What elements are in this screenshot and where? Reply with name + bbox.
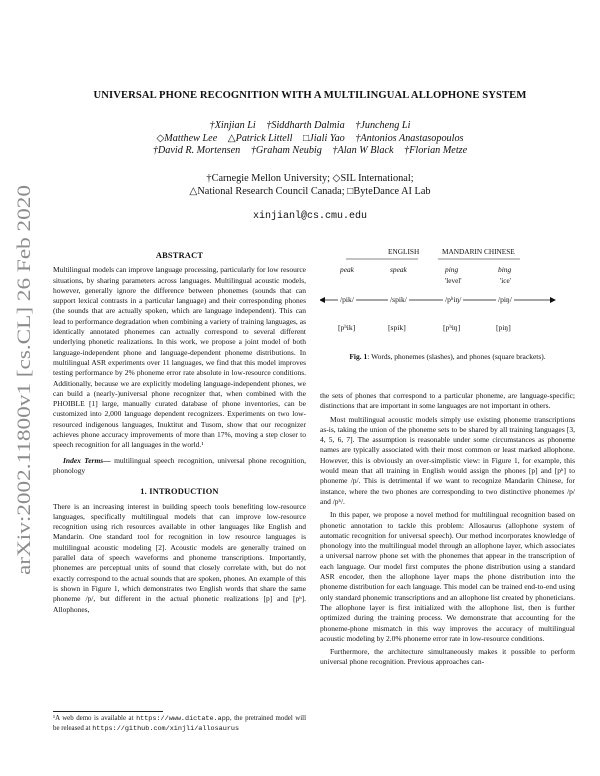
- paragraph: Most multilingual acoustic models simply use existing phoneme transcriptions as-is, taking the union of the phoneme sets to be shared by all training languages [3, 4, 5, 6, 7]. The assumption is reasonable under some circumstances as phoneme names are typically associated with their most common or least marked allophone. However, this is obviously an over-simplistic view: in Figure 1, for example, this would mean that all training in English would assign the phones [p] and [pʰ] to phoneme /p/. This is detrimental if we want to recognize Mandarin Chinese, for instance, where the two phones are corresponding to two distinctive phonemes /p/ and /pʰ/.: [320, 414, 575, 506]
- affiliation-line-2: △National Research Council Canada; □ByteDance AI Lab: [189, 186, 431, 197]
- paragraph: Furthermore, the architecture simultaneously makes it possible to perform universal phone recognition. Previous approaches can-: [320, 647, 575, 667]
- index-terms-label: Index Terms—: [63, 455, 111, 465]
- arrow-head: [550, 297, 556, 303]
- abstract-text: Multilingual models can improve language processing, particularly for low resource situations, by sharing parameters across languages. Multilingual acoustic models, however, generally ignore the difference between phonemes (sounds that can support lexical contrasts in a particular language) and their corresponding phones (the sounds that are actually spoken, which are language independent). This can lead to performance degradation when combining a variety of training languages, as identically annotated phonemes can actually correspond to several different underlying phonetic realizations. In this work, we propose a joint model of both language-independent phone and language-dependent phoneme distributions. In multilingual ASR experiments over 11 languages, we find that this model improves testing performance by 2% phoneme error rate absolute in low-resource conditions. Additionally, because we are explicitly modeling language-independent phones, we can build a (nearly-)universal phone recognizer that, when combined with the PHOIBLE [1] large, manually curated database of phone inventories, can be customized into 2,000 language dependent recognizers. Experiments on two low-resourced indigenous languages, Inuktitut and Tusom, show that our recognizer achieves phone accuracy improvements of more than 17%, moving a step closer to speech recognition for all languages in the world.¹: [53, 265, 306, 450]
- figure-caption-text: : Words, phonemes (slashes), and phones (square brackets).: [367, 352, 546, 361]
- introduction-heading: 1. INTRODUCTION: [140, 487, 219, 497]
- figure-lang-english: ENGLISH: [388, 247, 420, 256]
- author-list: [40, 120, 580, 158]
- paper-title: UNIVERSAL PHONE RECOGNITION WITH A MULTILINGUAL ALLOPHONE SYSTEM: [93, 90, 527, 101]
- author: □Jiali Yao: [303, 132, 345, 144]
- author: †Siddharth Dalmia: [266, 120, 345, 131]
- paragraph: the sets of phones that correspond to a particular phoneme, are language-specific; distinctions that are important in some languages are not important in others.: [320, 391, 575, 411]
- abstract-heading: ABSTRACT: [155, 251, 204, 260]
- footnote-text-b: , the pretrained model will be released at: [53, 715, 306, 732]
- author: †Graham Neubig: [250, 145, 322, 157]
- index-terms-text: multilingual speech recognition, universal phone recognition, phonology: [53, 455, 306, 475]
- right-column: [320, 391, 575, 668]
- figure-phone: [pʰiŋ]: [443, 323, 461, 332]
- figure-phoneme: /pʰiŋ/: [445, 295, 462, 304]
- figure-word: peak: [340, 265, 354, 274]
- author: †Juncheng Li: [355, 120, 411, 131]
- footnote-text-a: ¹A web demo is available at: [53, 715, 137, 722]
- author: †Xinjian Li: [209, 120, 256, 131]
- demo-link[interactable]: https://www.dictate.app: [136, 715, 230, 723]
- author: †David R. Mortensen: [152, 145, 241, 157]
- figure-phone: [spik]: [388, 323, 406, 332]
- arxiv-stamp: [8, 180, 38, 580]
- figure-phoneme: /piŋ/: [498, 295, 512, 304]
- figure-word: bing: [498, 265, 512, 274]
- author: △Patrick Littell: [227, 132, 293, 144]
- figure-word: ping: [445, 265, 459, 274]
- arxiv-stamp-text: arXiv:2002.11800v1 [cs.CL] 26 Feb 2020: [14, 255, 35, 575]
- figure-phone: [pʰik]: [338, 323, 356, 332]
- introduction-text: There is an increasing interest in building speech tools benefiting low-resource languages, specifically multilingual models that can improve low-resource recognition using rich resources available in other languages like English and Mandarin. One standard tool for recognition in low resource languages is multilingual acoustic modeling [2]. Acoustic models are generally trained on parallel data of speech waveforms and phoneme transcriptions. Importantly, phonemes are perceptual units of sound that closely correlate with, but do not exactly correspond to the actual sounds that are spoken, phones. An example of this is shown in Figure 1, which demonstrates two English words that share the same phoneme /p/, but different in the actual phonetic realizations [p] and [pʰ]. Allophones,: [53, 501, 306, 614]
- figure-gloss: 'level': [445, 277, 462, 285]
- index-terms: [53, 456, 306, 477]
- figure-lang-mandarin: MANDARIN CHINESE: [442, 247, 515, 256]
- contact-email[interactable]: xinjianl@cs.cmu.edu: [252, 211, 368, 222]
- figure-phoneme: /spik/: [390, 295, 407, 304]
- footnote: [53, 711, 306, 734]
- author-line-2: [40, 133, 580, 146]
- affiliation-line-1: †Carnegie Mellon University; ◇SIL International;: [206, 173, 414, 184]
- author: †Alan W Black: [332, 145, 394, 157]
- figure-phoneme: /pik/: [340, 295, 354, 304]
- figure-gloss: 'ice': [500, 277, 511, 285]
- figure-phone: [piŋ]: [496, 323, 511, 332]
- paragraph: In this paper, we propose a novel method for multilingual recognition based on phonetic annotation to tackle this problem: Allosaurus (allophone system of automatic recognition for universal speech). Our method incorporates knowledge of phonology into the multilingual model through an allophone layer, which associates a universal narrow phone set with the phonemes that appear in the transcription of each language. Our model first computes the phone distribution using a standard ASR encoder, then the allophone layer maps the phone distribution into the phoneme distribution for each language. This model can be trained end-to-end using only standard phonemic transcriptions and an allophone list created by phoneticians. The allophone layer is first initialized with the allophone list, then is further optimized during the training process. We demonstrate that accounting for the phoneme-phone mismatch in this way improves the accuracy of multilingual acoustic modeling by 2.0% phoneme error rate in low-resource conditions.: [320, 510, 575, 643]
- left-column: [53, 251, 306, 615]
- figure-caption: [320, 352, 575, 361]
- author: †Antonios Anastasopoulos: [355, 132, 464, 144]
- affiliations: [40, 172, 580, 198]
- github-link[interactable]: https://github.com/xinjli/allosaurus: [92, 725, 240, 733]
- author: †Florian Metze: [404, 145, 468, 157]
- figure-caption-label: Fig. 1: [349, 352, 368, 361]
- figure-word: speak: [390, 265, 407, 274]
- arrow-tail: [320, 297, 325, 303]
- author-line-1: [40, 120, 580, 133]
- author-line-3: [40, 145, 580, 158]
- footnote-rule: [53, 711, 163, 712]
- figure-1: [320, 247, 575, 362]
- author: ◇Matthew Lee: [156, 132, 218, 144]
